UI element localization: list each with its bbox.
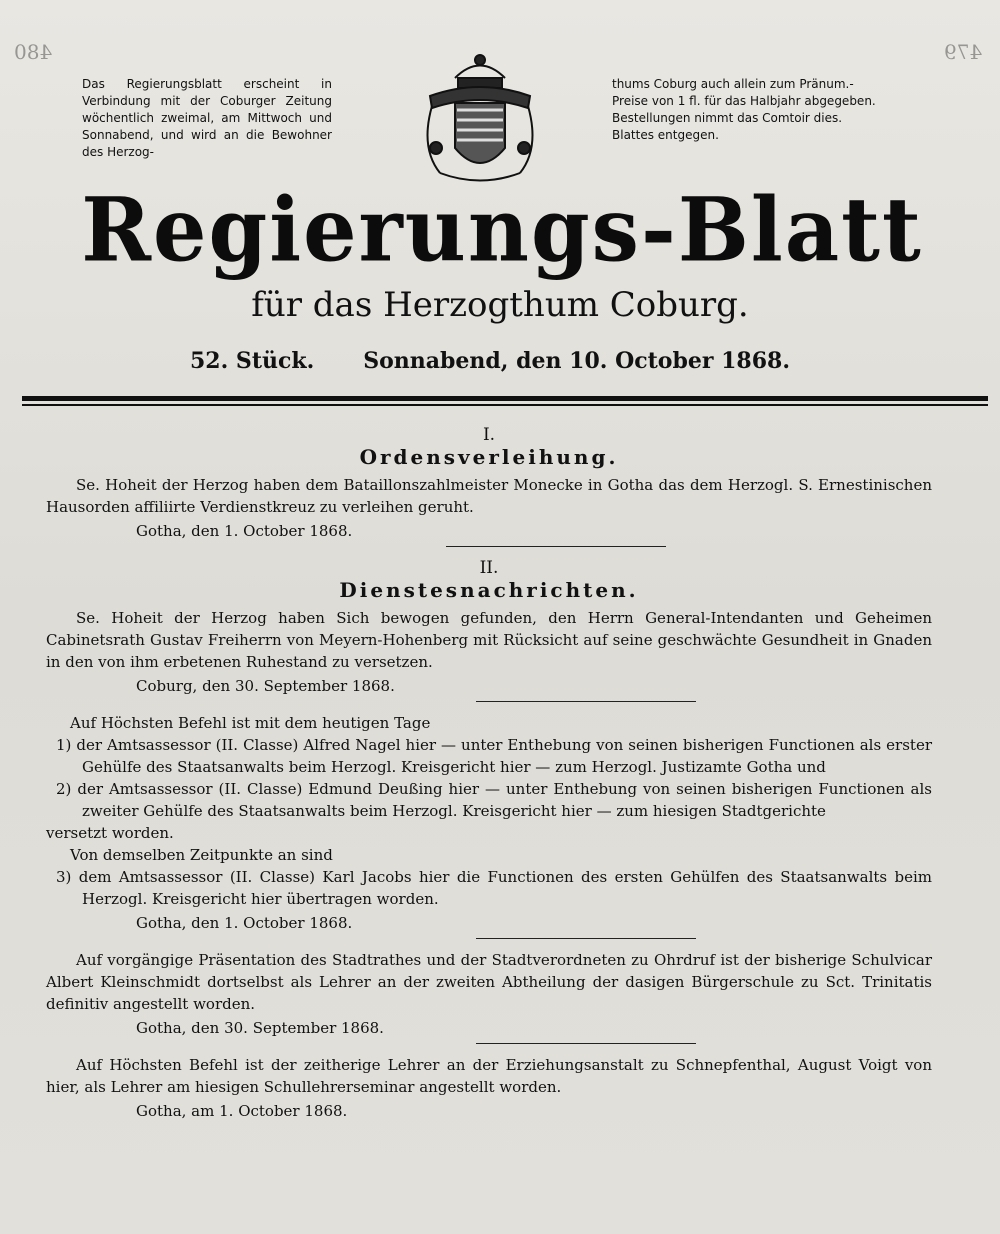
dateline: Gotha, am 1. October 1868. <box>136 1102 348 1120</box>
publication-notice-right <box>612 76 880 144</box>
teacher-appointment-text: Auf vorgängige Präsentation des Stadtrathes und der Stadtverordneten zu Ohrdruf ist der bisherige Schulvicar Albert Kleinschmidt dortselbst als Lehrer an der zweiten Abtheilung der dasigen Bürgerschule zu Sct. Trinitatis definitiv angestellt worden. <box>46 951 932 1013</box>
document-body <box>46 416 932 1122</box>
ducal-crest-emblem <box>410 48 550 198</box>
transfer-list <box>46 734 932 822</box>
section-heading-orders: Ordensverleihung. <box>359 445 619 469</box>
section-number: II. <box>479 558 499 578</box>
notice-left-text: Das Regierungsblatt erscheint in Verbindung mit der Coburger Zeitung wöchentlich zweimal, am Mittwoch und Sonnabend, und wird an die Bewohner des Herzog- <box>82 77 332 159</box>
seminar-appointment-text: Auf Höchsten Befehl ist der zeitherige Lehrer an der Erziehungsanstalt zu Schnepfenthal, August Voigt von hier, als Lehrer am hiesigen Schullehrerseminar angestellt worden. <box>46 1056 932 1096</box>
separator-line <box>476 701 696 702</box>
dateline: Gotha, den 30. September 1868. <box>136 1019 384 1037</box>
retirement-notice-text: Se. Hoheit der Herzog haben Sich bewogen gefunden, den Herrn General-Intendanten und Geheimen Cabinetsrath Gustav Freiherrn von Meyern-Hohenberg mit Rücksicht auf seine geschwächte Gesundheit in Gnaden in den von ihm erbetenen Ruhestand zu versetzen. <box>46 609 932 671</box>
section-number: I. <box>482 425 496 445</box>
publication-notice-left <box>82 76 332 161</box>
masthead-subtitle: für das Herzogthum Coburg. <box>251 285 749 325</box>
bleedthrough-page-number-left: 480 <box>14 40 53 64</box>
transfer-intro: Auf Höchsten Befehl ist mit dem heutigen Tage <box>70 714 431 732</box>
dateline: Gotha, den 1. October 1868. <box>136 914 353 932</box>
dateline: Gotha, den 1. October 1868. <box>136 522 353 540</box>
separator-line <box>476 1043 696 1044</box>
function-intro: Von demselben Zeitpunkte an sind <box>70 846 333 864</box>
list-item: 1) der Amtsassessor (II. Classe) Alfred Nagel hier — unter Enthebung von seinen bisherigen Functionen als erster Gehülfe des Staatsanwalts beim Herzogl. Kreisgericht hier — zum Herzogl. Justizamte Gotha und <box>56 736 932 776</box>
bleedthrough-page-number-right: 479 <box>943 40 982 64</box>
issue-date: Sonnabend, den 10. October 1868. <box>363 348 790 374</box>
notice-right-text: thums Coburg auch allein zum Pränum.-Preise von 1 fl. für das Halbjahr abgegeben. Bestellungen nimmt das Comtoir dies. Blattes entgegen. <box>612 77 876 142</box>
section-heading-service: Dienstesnachrichten. <box>339 578 639 602</box>
separator-line <box>446 546 666 547</box>
masthead-title: Regierungs-Blatt <box>81 177 923 282</box>
transfer-closing: versetzt worden. <box>46 824 174 842</box>
function-list <box>46 866 932 910</box>
list-item: 3) dem Amtsassessor (II. Classe) Karl Jacobs hier die Functionen des ersten Gehülfen des Staatsanwalts beim Herzogl. Kreisgericht hier übertragen worden. <box>56 868 932 908</box>
order-award-text: Se. Hoheit der Herzog haben dem Bataillonszahlmeister Monecke in Gotha das dem Herzogl. S. Ernestinischen Hausorden affiliirte Verdienstkreuz zu verleihen geruht. <box>46 476 932 516</box>
list-item: 2) der Amtsassessor (II. Classe) Edmund Deußing hier — unter Enthebung von seinen bisherigen Functionen als zweiter Gehülfe des Staatsanwalts beim Herzogl. Kreisgericht hier — zum hiesigen Stadtgerichte <box>56 780 932 820</box>
dateline: Coburg, den 30. September 1868. <box>136 677 395 695</box>
issue-number: 52. Stück. <box>190 348 315 374</box>
header-rule-thin <box>22 404 988 406</box>
header-rule-thick <box>22 396 988 401</box>
issue-line <box>190 348 790 374</box>
separator-line <box>476 938 696 939</box>
